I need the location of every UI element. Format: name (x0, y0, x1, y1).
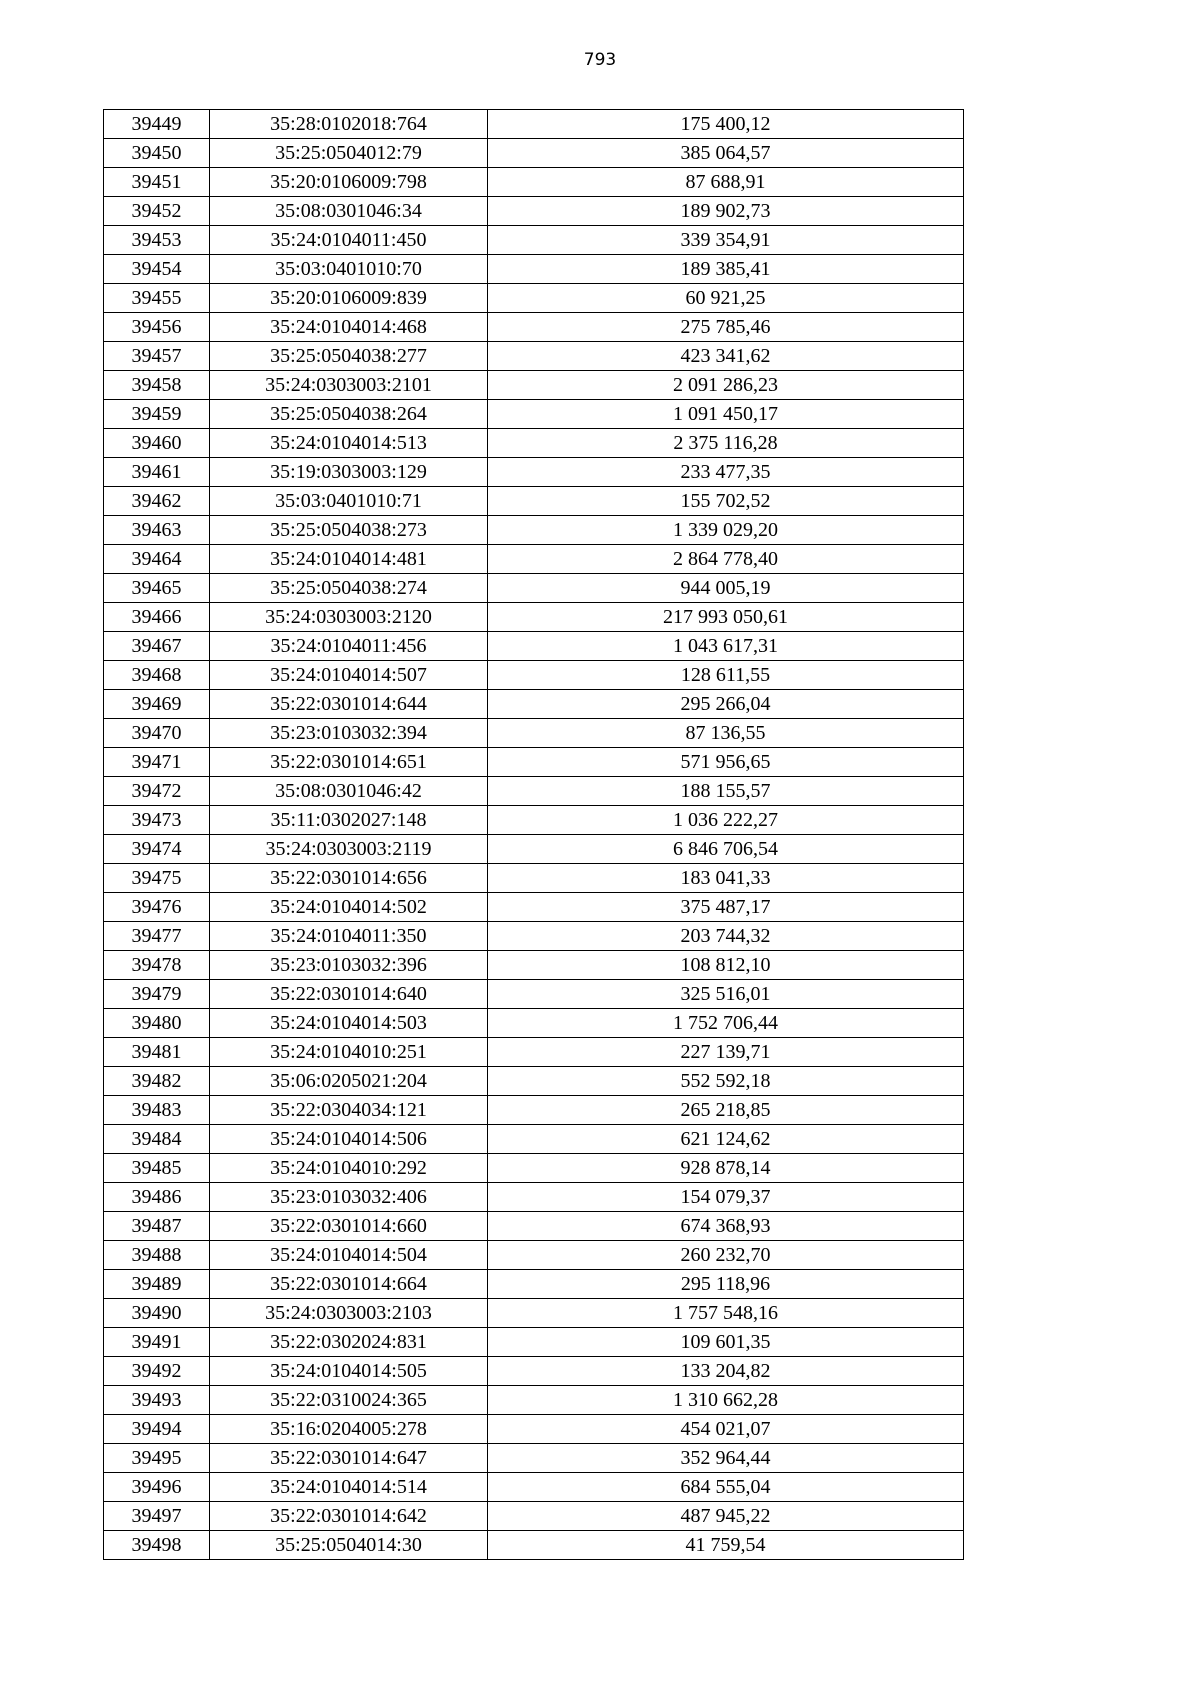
row-number-cell: 39490 (104, 1299, 210, 1328)
row-number-cell: 39488 (104, 1241, 210, 1270)
cadastral-number-cell: 35:24:0104014:507 (210, 661, 488, 690)
cadastral-number-cell: 35:08:0301046:34 (210, 197, 488, 226)
table-row (104, 429, 964, 458)
table-row (104, 719, 964, 748)
row-number-cell: 39467 (104, 632, 210, 661)
table-row (104, 1270, 964, 1299)
table-row (104, 110, 964, 139)
cadastral-value-cell: 189 902,73 (488, 197, 964, 226)
cadastral-number-cell: 35:03:0401010:70 (210, 255, 488, 284)
row-number-cell: 39489 (104, 1270, 210, 1299)
table-row (104, 1502, 964, 1531)
cadastral-value-cell: 552 592,18 (488, 1067, 964, 1096)
row-number-cell: 39459 (104, 400, 210, 429)
cadastral-value-cell: 203 744,32 (488, 922, 964, 951)
cadastral-value-cell: 1 043 617,31 (488, 632, 964, 661)
row-number-cell: 39460 (104, 429, 210, 458)
cadastral-value-cell: 265 218,85 (488, 1096, 964, 1125)
table-row (104, 458, 964, 487)
row-number-cell: 39491 (104, 1328, 210, 1357)
table-row (104, 255, 964, 284)
row-number-cell: 39486 (104, 1183, 210, 1212)
row-number-cell: 39457 (104, 342, 210, 371)
cadastral-value-cell: 352 964,44 (488, 1444, 964, 1473)
cadastral-number-cell: 35:22:0301014:647 (210, 1444, 488, 1473)
cadastral-value-cell: 2 091 286,23 (488, 371, 964, 400)
cadastral-number-cell: 35:24:0104014:503 (210, 1009, 488, 1038)
table-row (104, 1009, 964, 1038)
table-row (104, 806, 964, 835)
table-row (104, 284, 964, 313)
cadastral-value-cell: 217 993 050,61 (488, 603, 964, 632)
cadastral-value-cell: 154 079,37 (488, 1183, 964, 1212)
cadastral-number-cell: 35:22:0310024:365 (210, 1386, 488, 1415)
row-number-cell: 39468 (104, 661, 210, 690)
table-row (104, 139, 964, 168)
cadastral-number-cell: 35:25:0504038:273 (210, 516, 488, 545)
row-number-cell: 39453 (104, 226, 210, 255)
table-row (104, 400, 964, 429)
row-number-cell: 39476 (104, 893, 210, 922)
cadastral-value-cell: 183 041,33 (488, 864, 964, 893)
cadastral-value-cell: 1 036 222,27 (488, 806, 964, 835)
cadastral-number-cell: 35:24:0303003:2119 (210, 835, 488, 864)
cadastral-number-cell: 35:24:0303003:2103 (210, 1299, 488, 1328)
row-number-cell: 39496 (104, 1473, 210, 1502)
table-row (104, 661, 964, 690)
table-row (104, 1531, 964, 1560)
row-number-cell: 39484 (104, 1125, 210, 1154)
row-number-cell: 39474 (104, 835, 210, 864)
cadastral-value-cell: 87 688,91 (488, 168, 964, 197)
cadastral-number-cell: 35:11:0302027:148 (210, 806, 488, 835)
row-number-cell: 39461 (104, 458, 210, 487)
cadastral-number-cell: 35:25:0504038:264 (210, 400, 488, 429)
cadastral-number-cell: 35:25:0504014:30 (210, 1531, 488, 1560)
cadastral-number-cell: 35:24:0303003:2101 (210, 371, 488, 400)
row-number-cell: 39495 (104, 1444, 210, 1473)
row-number-cell: 39475 (104, 864, 210, 893)
cadastral-number-cell: 35:28:0102018:764 (210, 110, 488, 139)
cadastral-number-cell: 35:24:0104014:502 (210, 893, 488, 922)
table-row (104, 864, 964, 893)
cadastral-value-cell: 339 354,91 (488, 226, 964, 255)
cadastral-value-cell: 6 846 706,54 (488, 835, 964, 864)
cadastral-value-cell: 260 232,70 (488, 1241, 964, 1270)
cadastral-number-cell: 35:16:0204005:278 (210, 1415, 488, 1444)
table-row (104, 893, 964, 922)
cadastral-number-cell: 35:03:0401010:71 (210, 487, 488, 516)
row-number-cell: 39455 (104, 284, 210, 313)
table-row (104, 197, 964, 226)
table-row (104, 1241, 964, 1270)
table-row (104, 690, 964, 719)
row-number-cell: 39482 (104, 1067, 210, 1096)
table-row (104, 922, 964, 951)
cadastral-value-cell: 227 139,71 (488, 1038, 964, 1067)
table-row (104, 835, 964, 864)
table-row (104, 487, 964, 516)
cadastral-value-cell: 2 375 116,28 (488, 429, 964, 458)
cadastral-value-cell: 1 752 706,44 (488, 1009, 964, 1038)
row-number-cell: 39481 (104, 1038, 210, 1067)
cadastral-number-cell: 35:22:0301014:656 (210, 864, 488, 893)
cadastral-value-cell: 133 204,82 (488, 1357, 964, 1386)
cadastral-number-cell: 35:22:0302024:831 (210, 1328, 488, 1357)
table-row (104, 1154, 964, 1183)
cadastral-number-cell: 35:22:0301014:640 (210, 980, 488, 1009)
row-number-cell: 39464 (104, 545, 210, 574)
table-row (104, 1415, 964, 1444)
row-number-cell: 39471 (104, 748, 210, 777)
cadastral-number-cell: 35:25:0504038:277 (210, 342, 488, 371)
cadastral-value-cell: 155 702,52 (488, 487, 964, 516)
table-row (104, 545, 964, 574)
table-row (104, 951, 964, 980)
row-number-cell: 39493 (104, 1386, 210, 1415)
cadastral-number-cell: 35:24:0104011:456 (210, 632, 488, 661)
cadastral-value-cell: 295 266,04 (488, 690, 964, 719)
cadastral-number-cell: 35:22:0301014:664 (210, 1270, 488, 1299)
row-number-cell: 39450 (104, 139, 210, 168)
cadastral-number-cell: 35:24:0104014:481 (210, 545, 488, 574)
table-row (104, 1328, 964, 1357)
cadastral-number-cell: 35:24:0104014:504 (210, 1241, 488, 1270)
table-row (104, 980, 964, 1009)
cadastral-number-cell: 35:24:0303003:2120 (210, 603, 488, 632)
cadastral-number-cell: 35:25:0504012:79 (210, 139, 488, 168)
cadastral-number-cell: 35:24:0104010:251 (210, 1038, 488, 1067)
cadastral-value-cell: 385 064,57 (488, 139, 964, 168)
table-row (104, 226, 964, 255)
cadastral-number-cell: 35:24:0104014:505 (210, 1357, 488, 1386)
cadastral-value-cell: 1 757 548,16 (488, 1299, 964, 1328)
cadastral-value-cell: 1 339 029,20 (488, 516, 964, 545)
row-number-cell: 39483 (104, 1096, 210, 1125)
table-row (104, 342, 964, 371)
row-number-cell: 39477 (104, 922, 210, 951)
table-row (104, 1038, 964, 1067)
table-row (104, 1473, 964, 1502)
cadastral-number-cell: 35:24:0104014:468 (210, 313, 488, 342)
row-number-cell: 39492 (104, 1357, 210, 1386)
table-row (104, 1212, 964, 1241)
cadastral-value-cell: 674 368,93 (488, 1212, 964, 1241)
cadastral-number-cell: 35:06:0205021:204 (210, 1067, 488, 1096)
table-row (104, 1444, 964, 1473)
cadastral-number-cell: 35:24:0104014:514 (210, 1473, 488, 1502)
table-row (104, 313, 964, 342)
table-row (104, 777, 964, 806)
table-row (104, 603, 964, 632)
page-number: 793 (583, 50, 617, 70)
cadastral-value-cell: 375 487,17 (488, 893, 964, 922)
cadastral-value-cell: 423 341,62 (488, 342, 964, 371)
cadastral-value-cell: 41 759,54 (488, 1531, 964, 1560)
row-number-cell: 39458 (104, 371, 210, 400)
cadastral-number-cell: 35:23:0103032:406 (210, 1183, 488, 1212)
row-number-cell: 39463 (104, 516, 210, 545)
cadastral-number-cell: 35:19:0303003:129 (210, 458, 488, 487)
cadastral-number-cell: 35:20:0106009:839 (210, 284, 488, 313)
table-row (104, 1386, 964, 1415)
cadastral-number-cell: 35:24:0104011:350 (210, 922, 488, 951)
table-row (104, 574, 964, 603)
cadastral-number-cell: 35:23:0103032:396 (210, 951, 488, 980)
cadastral-value-cell: 944 005,19 (488, 574, 964, 603)
table-row (104, 1183, 964, 1212)
cadastral-number-cell: 35:22:0304034:121 (210, 1096, 488, 1125)
row-number-cell: 39478 (104, 951, 210, 980)
cadastral-number-cell: 35:24:0104014:513 (210, 429, 488, 458)
cadastral-number-cell: 35:22:0301014:642 (210, 1502, 488, 1531)
cadastral-number-cell: 35:20:0106009:798 (210, 168, 488, 197)
cadastral-number-cell: 35:08:0301046:42 (210, 777, 488, 806)
table-row (104, 168, 964, 197)
cadastral-value-cell: 233 477,35 (488, 458, 964, 487)
table-row (104, 1067, 964, 1096)
cadastral-value-cell: 189 385,41 (488, 255, 964, 284)
cadastral-value-table (103, 109, 964, 1560)
row-number-cell: 39456 (104, 313, 210, 342)
cadastral-value-cell: 2 864 778,40 (488, 545, 964, 574)
cadastral-number-cell: 35:23:0103032:394 (210, 719, 488, 748)
table-row (104, 632, 964, 661)
row-number-cell: 39480 (104, 1009, 210, 1038)
cadastral-value-cell: 571 956,65 (488, 748, 964, 777)
cadastral-value-cell: 108 812,10 (488, 951, 964, 980)
row-number-cell: 39454 (104, 255, 210, 284)
cadastral-value-cell: 275 785,46 (488, 313, 964, 342)
table-row (104, 1096, 964, 1125)
cadastral-value-cell: 487 945,22 (488, 1502, 964, 1531)
table-row (104, 516, 964, 545)
cadastral-number-cell: 35:22:0301014:651 (210, 748, 488, 777)
table-row (104, 371, 964, 400)
cadastral-value-cell: 684 555,04 (488, 1473, 964, 1502)
row-number-cell: 39472 (104, 777, 210, 806)
table-row (104, 748, 964, 777)
row-number-cell: 39469 (104, 690, 210, 719)
cadastral-value-cell: 175 400,12 (488, 110, 964, 139)
row-number-cell: 39487 (104, 1212, 210, 1241)
cadastral-value-cell: 454 021,07 (488, 1415, 964, 1444)
cadastral-value-cell: 188 155,57 (488, 777, 964, 806)
table-body (104, 110, 964, 1560)
row-number-cell: 39479 (104, 980, 210, 1009)
row-number-cell: 39485 (104, 1154, 210, 1183)
table-row (104, 1299, 964, 1328)
row-number-cell: 39473 (104, 806, 210, 835)
cadastral-value-cell: 621 124,62 (488, 1125, 964, 1154)
cadastral-number-cell: 35:24:0104011:450 (210, 226, 488, 255)
cadastral-number-cell: 35:22:0301014:660 (210, 1212, 488, 1241)
cadastral-value-cell: 295 118,96 (488, 1270, 964, 1299)
cadastral-value-cell: 109 601,35 (488, 1328, 964, 1357)
row-number-cell: 39449 (104, 110, 210, 139)
cadastral-value-cell: 1 310 662,28 (488, 1386, 964, 1415)
cadastral-number-cell: 35:24:0104010:292 (210, 1154, 488, 1183)
table-row (104, 1125, 964, 1154)
cadastral-value-cell: 325 516,01 (488, 980, 964, 1009)
cadastral-value-cell: 128 611,55 (488, 661, 964, 690)
row-number-cell: 39462 (104, 487, 210, 516)
row-number-cell: 39452 (104, 197, 210, 226)
row-number-cell: 39465 (104, 574, 210, 603)
cadastral-value-cell: 1 091 450,17 (488, 400, 964, 429)
cadastral-number-cell: 35:25:0504038:274 (210, 574, 488, 603)
row-number-cell: 39494 (104, 1415, 210, 1444)
cadastral-number-cell: 35:24:0104014:506 (210, 1125, 488, 1154)
row-number-cell: 39451 (104, 168, 210, 197)
row-number-cell: 39470 (104, 719, 210, 748)
cadastral-number-cell: 35:22:0301014:644 (210, 690, 488, 719)
row-number-cell: 39498 (104, 1531, 210, 1560)
row-number-cell: 39466 (104, 603, 210, 632)
cadastral-value-cell: 87 136,55 (488, 719, 964, 748)
cadastral-value-cell: 60 921,25 (488, 284, 964, 313)
row-number-cell: 39497 (104, 1502, 210, 1531)
cadastral-value-cell: 928 878,14 (488, 1154, 964, 1183)
table-row (104, 1357, 964, 1386)
